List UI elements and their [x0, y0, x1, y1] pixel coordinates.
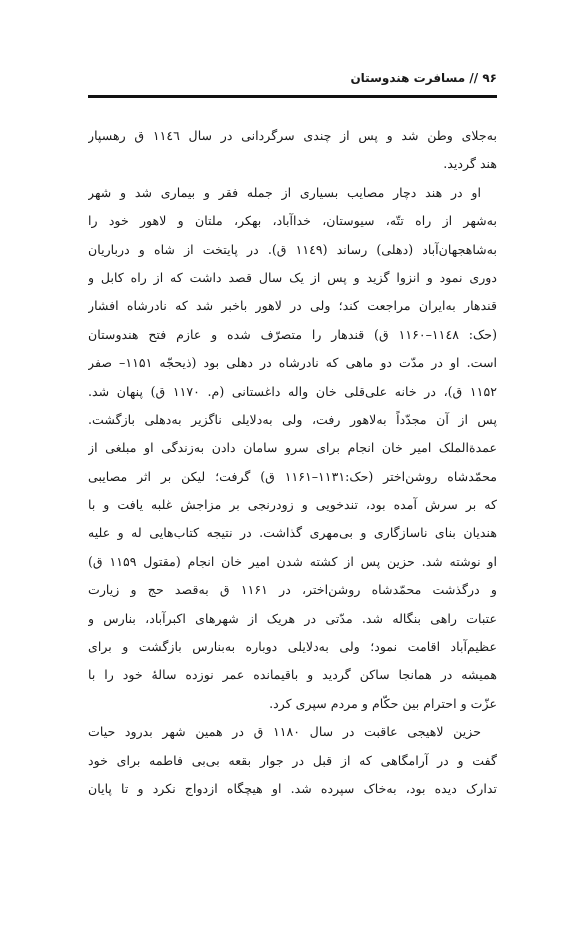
paragraph-3 — [88, 718, 497, 803]
body-text — [88, 122, 497, 803]
text-line: (حک: ۱۱٤۸–۱۱۶۰ ق) قندهار را متصرّف شده و عازم فتح هندوستان — [88, 326, 497, 342]
text-line: دوری نمود و انزوا گزید و پس از یک سال قصد داشت که از راه کابل و — [88, 269, 497, 285]
text-line: پس از آن مجدّداً به‌لاهور رفت، ولی به‌دلایلی ناگزیر به‌دهلی بازگشت. — [88, 411, 497, 427]
text-line: عزّت و احترام بین حکّام و مردم سپری کرد. — [269, 695, 497, 711]
text-line: تدارک دیده بود، به‌خاک سپرده شد. او هیچگاه ازدواج نکرد و تا پایان — [88, 780, 497, 796]
text-line: عظیم‌آباد اقامت نمود؛ ولی به‌دلایلی دوباره به‌بنارس بازگشت و برای — [88, 639, 497, 655]
text-line: حزین لاهیجی عاقبت در سال ۱۱۸۰ ق در همین شهر بدرود حیات — [88, 724, 482, 740]
paragraph-2 — [88, 179, 497, 718]
header-separator: // — [469, 71, 479, 85]
text-line: هند گردید. — [443, 156, 497, 172]
text-line: او در هند دچار مصایب بسیاری از جمله فقر و بیماری شد و شهر — [88, 184, 481, 200]
text-line: و درگذشت محمّدشاه روشن‌اختر، در ۱۱۶۱ ق به‌قصد حج و زیارت — [88, 582, 497, 598]
running-title: مسافرت هندوستان — [350, 71, 466, 85]
text-line: ۱۱۵۲ ق)، در خانه علی‌قلی خان واله داغستانی (م. ۱۱۷۰ ق) پنهان شد. — [88, 383, 497, 399]
text-line: که بر سرش آمده بود، تندخویی و زودرنجی بر مزاجش غلبه یافت و با — [88, 497, 497, 513]
text-line: او نوشته شد. حزین پس از کشته شدن امیر خان انجام (مقتول ۱۱۵۹ ق) — [88, 553, 497, 569]
header-rule — [88, 95, 497, 98]
running-head — [88, 66, 497, 90]
text-line: است. او در مدّت دو ماهی که نادرشاه در دهلی بود (ذیحجّه ۱۱۵۱– صفر — [88, 355, 497, 371]
text-line: به‌شهر از راه تتّه، سیوستان، خداآباد، بهکر، ملتان و لاهور خود را — [88, 213, 497, 229]
text-line: محمّدشاه روشن‌اختر (حک:۱۱۳۱–۱۱۶۱ ق) گرفت؛ لیکن بر اثر مصایبی — [88, 468, 497, 484]
text-line: عتبات راهی بنگاله شد. مدّتی در هریک از شهرهای اکبرآباد، بنارس و — [88, 610, 497, 626]
text-line: به‌جلای وطن شد و پس از چندی سرگردانی در سال ۱۱٤٦ ق رهسپار — [88, 128, 497, 143]
text-line: عمدةالملک امیر خان انجام برای سرو سامان دادن به‌زندگی او مبلغی از — [88, 440, 497, 456]
paragraph-1 — [88, 122, 497, 179]
page-number: ۹۶ — [482, 71, 497, 85]
text-line: قندهار به‌ایران مراجعت کند؛ ولی در لاهور باخبر شد که نادرشاه افشار — [88, 298, 497, 314]
text-line: همیشه در همانجا ساکن گردید و باقیمانده عمر نوزده سالهٔ خود را با — [88, 667, 497, 683]
text-line: هندیان بنای ناسازگاری و بی‌مهری گذاشت. در نتیجه کتاب‌هایی له و علیه — [88, 525, 497, 541]
text-line: گفت و در آرامگاهی که از قبل در جوار بقعه بی‌بی فاطمه برای خود — [88, 752, 497, 768]
text-line: به‌شاهجهان‌آباد (دهلی) رساند (۱۱٤۹ ق). در پایتخت از شاه و درباریان — [88, 241, 497, 257]
